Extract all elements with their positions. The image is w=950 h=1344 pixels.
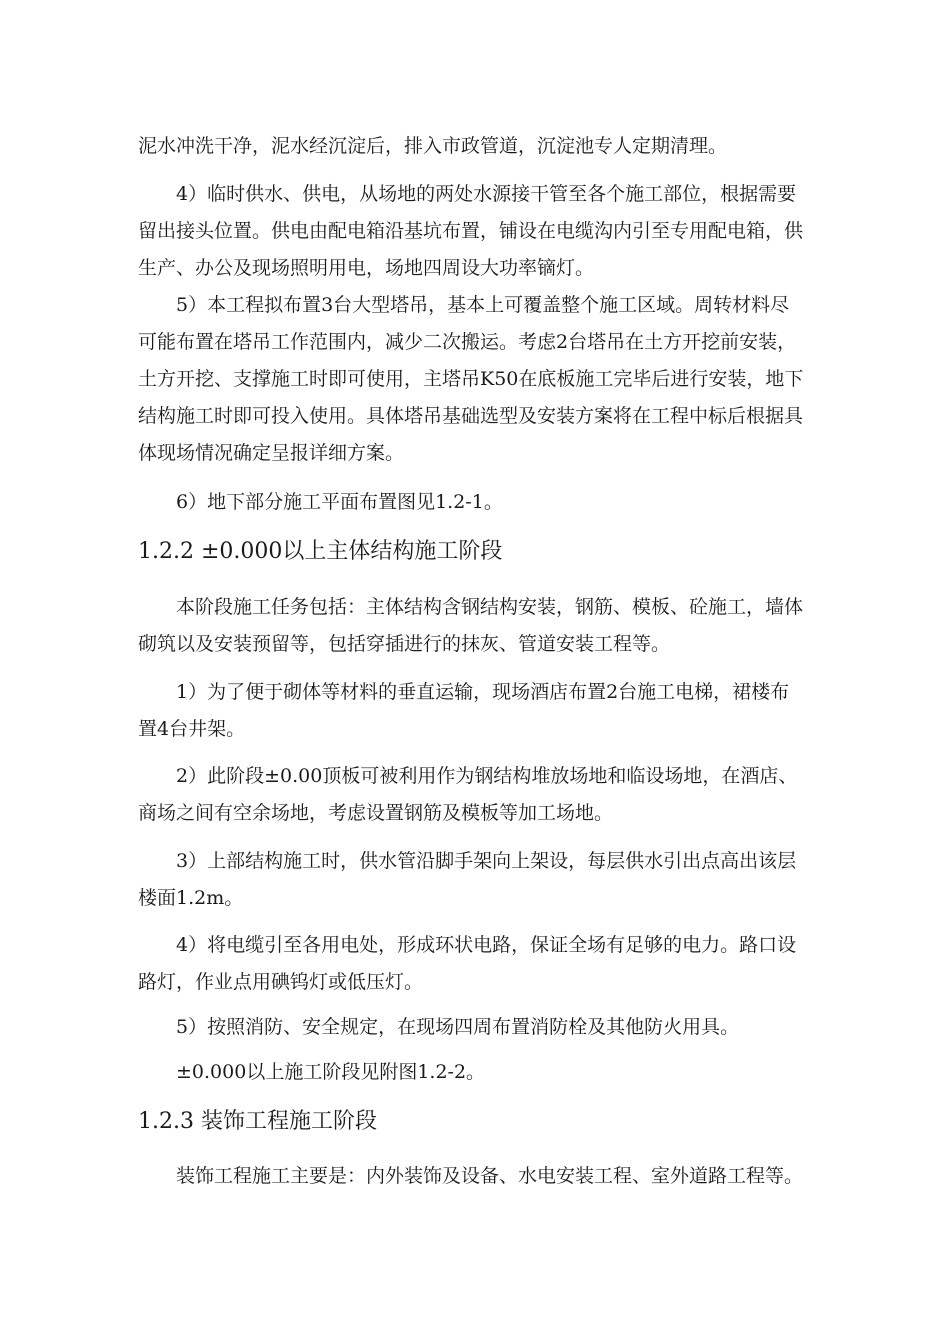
paragraph xyxy=(138,484,820,521)
paragraph xyxy=(138,287,820,472)
paragraph xyxy=(138,927,820,1001)
paragraph-line: 本阶段施工任务包括：主体结构含钢结构安装，钢筋、模板、砼施工，墙体 xyxy=(176,596,804,618)
paragraph-line: 2）此阶段±0.00顶板可被利用作为钢结构堆放场地和临设场地，在酒店、 xyxy=(176,765,798,787)
paragraph xyxy=(138,589,820,663)
section-heading: 1.2.3 装饰工程施工阶段 xyxy=(138,1109,377,1134)
paragraph-line: 6）地下部分施工平面布置图见1.2-1。 xyxy=(176,491,503,513)
paragraph-line: 泥水冲洗干净，泥水经沉淀后，排入市政管道，沉淀池专人定期清理。 xyxy=(138,135,728,157)
paragraph-line: ±0.000以上施工阶段见附图1.2-2。 xyxy=(176,1061,486,1083)
paragraph xyxy=(138,128,820,165)
paragraph xyxy=(138,758,820,832)
section-heading: 1.2.2 ±0.000以上主体结构施工阶段 xyxy=(138,539,503,564)
paragraph xyxy=(138,1009,820,1046)
paragraph-line: 5）按照消防、安全规定，在现场四周布置消防栓及其他防火用具。 xyxy=(176,1016,740,1038)
paragraph xyxy=(138,1158,820,1195)
paragraph xyxy=(138,176,820,287)
paragraph-line: 5）本工程拟布置3台大型塔吊，基本上可覆盖整个施工区域。周转材料尽 xyxy=(176,294,790,316)
paragraph-line: 砌筑以及安装预留等，包括穿插进行的抹灰、管道安装工程等。 xyxy=(138,633,671,655)
paragraph xyxy=(138,674,820,748)
paragraph-line: 1）为了便于砌体等材料的垂直运输，现场酒店布置2台施工电梯，裙楼布 xyxy=(176,681,790,703)
paragraph-line: 生产、办公及现场照明用电，场地四周设大功率镝灯。 xyxy=(138,257,595,279)
paragraph xyxy=(138,843,820,917)
paragraph-line: 楼面1.2m。 xyxy=(138,887,244,909)
paragraph-line: 4）将电缆引至各用电处，形成环状电路，保证全场有足够的电力。路口设 xyxy=(176,934,797,956)
paragraph-line: 体现场情况确定呈报详细方案。 xyxy=(138,442,405,464)
paragraph-line: 置4台井架。 xyxy=(138,718,246,740)
paragraph-line: 4）临时供水、供电，从场地的两处水源接干管至各个施工部位，根据需要 xyxy=(176,183,797,205)
paragraph-line: 留出接头位置。供电由配电箱沿基坑布置，铺设在电缆沟内引至专用配电箱，供 xyxy=(138,220,804,242)
paragraph-line: 装饰工程施工主要是：内外装饰及设备、水电安装工程、室外道路工程等。 xyxy=(176,1165,804,1187)
paragraph-line: 商场之间有空余场地，考虑设置钢筋及模板等加工场地。 xyxy=(138,802,614,824)
paragraph-line: 路灯，作业点用碘钨灯或低压灯。 xyxy=(138,971,424,993)
paragraph xyxy=(138,1054,820,1091)
paragraph-line: 结构施工时即可投入使用。具体塔吊基础选型及安装方案将在工程中标后根据具 xyxy=(138,405,804,427)
paragraph-line: 3）上部结构施工时，供水管沿脚手架向上架设，每层供水引出点高出该层 xyxy=(176,850,797,872)
paragraph-line: 可能布置在塔吊工作范围内，减少二次搬运。考虑2台塔吊在土方开挖前安装， xyxy=(138,331,797,353)
paragraph-line: 土方开挖、支撑施工时即可使用，主塔吊K50在底板施工完毕后进行安装，地下 xyxy=(138,368,804,390)
